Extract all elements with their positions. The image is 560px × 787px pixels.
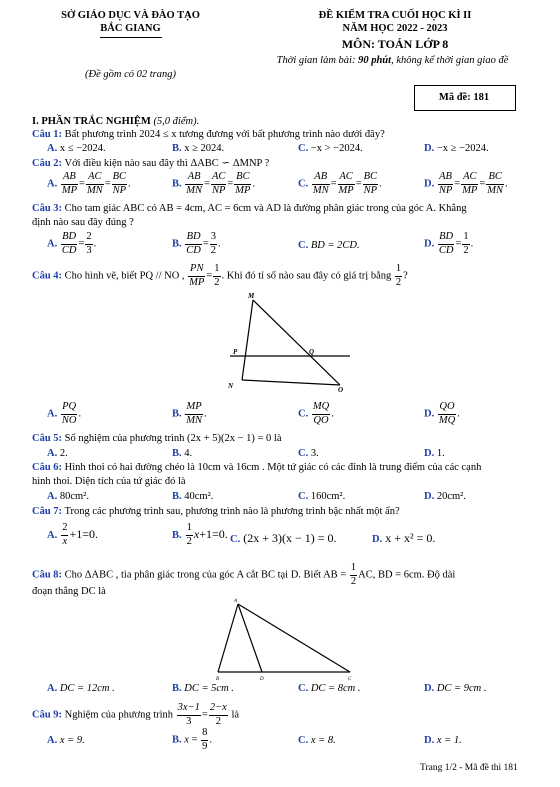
q9-option-b: B. x = $\frac{8}{9}$ .: [172, 727, 212, 752]
dept-line2: BẮC GIANG: [100, 23, 161, 34]
q1-option-c: C. −x > −2024.: [298, 143, 363, 154]
exam-title: ĐỀ KIỂM TRA CUỐI HỌC KÌ II: [318, 10, 472, 21]
segment-ad: [238, 604, 262, 672]
q2-option-b: B. $\frac{AB}{MN}$ = $\frac{AC}{NP}$ = $\frac{BC}{MP}$ .: [172, 171, 256, 196]
label-m: M: [248, 292, 255, 300]
q4-option-d: D. $\frac{QO}{MQ}$ .: [424, 401, 460, 426]
q7-option-c: C. (2x + 3)(x − 1) = 0.: [230, 531, 337, 545]
segment-ab: [218, 604, 238, 672]
question-6-line2: hình thoi. Diện tích của tứ giác đó là: [32, 476, 186, 487]
q6-option-d: D. 20cm².: [424, 491, 466, 502]
q7-option-d: D. x + x² = 0.: [372, 531, 436, 545]
dept-line1: SỞ GIÁO DỤC VÀ ĐÀO TẠO: [61, 10, 200, 21]
question-3-line2: định nào sau đây đúng ?: [32, 217, 134, 228]
header-divider: [100, 37, 162, 38]
q5-option-d: D. 1.: [424, 448, 445, 459]
q3-option-c: C. BD = 2CD.: [298, 240, 360, 251]
q4-option-a: A. $\frac{PQ}{NO}$ .: [47, 401, 82, 426]
q2-option-a: A. $\frac{AB}{MP}$ = $\frac{AC}{MN}$ = $\frac{BC}{NP}$ .: [47, 171, 131, 196]
q5-option-a: A. 2.: [47, 448, 68, 459]
q9-option-a: A. x = 9.: [47, 735, 85, 746]
q3-option-d: D. $\frac{BD}{CD}$ = $\frac{1}{2}$ .: [424, 231, 474, 256]
q1-option-b: B. x ≥ 2024.: [172, 143, 225, 154]
question-8-line2: đoạn thẳng DC là: [32, 586, 106, 597]
exam-code: Mã đề: 181: [438, 92, 490, 103]
q1-option-a: A. x ≤ −2024.: [47, 143, 106, 154]
q4-option-b: B. $\frac{MP}{MN}$ .: [172, 401, 207, 426]
q3-option-a: A. $\frac{BD}{CD}$ = $\frac{2}{3}$ .: [47, 231, 97, 256]
label-d: D: [260, 677, 264, 681]
question-8: Câu 8: Cho ΔABC , tia phân giác trong của góc A cắt BC tại D. Biết AB = $\frac{1}{2}$ AC, BD = 6cm. Độ dài: [32, 562, 456, 587]
q6-option-c: C. 160cm².: [298, 491, 346, 502]
label-o: O: [338, 386, 344, 394]
segment-ac: [238, 604, 350, 672]
question-2: Câu 2: Với điều kiện nào sau đây thì ΔABC ∽ ΔMNP ?: [32, 158, 270, 169]
label-p: P: [233, 348, 238, 356]
q1-option-d: D. −x ≥ −2024.: [424, 143, 489, 154]
label-n: N: [228, 382, 234, 390]
segment-no: [242, 380, 340, 385]
q8-option-d: D. DC = 9cm .: [424, 683, 487, 694]
label-q: Q: [309, 348, 315, 356]
question-1: Câu 1: Bất phương trình 2024 ≤ x tương đương với bất phương trình nào dưới đây?: [32, 129, 385, 140]
time-note: Thời gian làm bài: 90 phút, không kể thời gian giao đề: [276, 55, 509, 66]
question-7: Câu 7: Trong các phương trình sau, phương trình nào là phương trình bậc nhất một ẩn?: [32, 506, 400, 517]
label-b: B: [216, 677, 220, 681]
q9-option-c: C. x = 8.: [298, 735, 336, 746]
q7-option-a: A. $\frac{2}{x}$ +1=0.: [47, 522, 99, 547]
section-title: I. PHẦN TRẮC NGHIỆM (5,0 điểm).: [32, 116, 200, 127]
q6-option-b: B. 40cm².: [172, 491, 214, 502]
q8-option-b: B. DC = 5cm .: [172, 683, 234, 694]
question-6: Câu 6: Hình thoi có hai đường chéo là 10cm và 16cm . Một tứ giác có các đỉnh là trung điểm của các cạnh: [32, 462, 482, 473]
q2-option-d: D. $\frac{AB}{NP}$ = $\frac{AC}{MP}$ = $\frac{BC}{MN}$ .: [424, 171, 508, 196]
q8-option-a: A. DC = 12cm .: [47, 683, 115, 694]
question-9: Câu 9: Nghiệm của phương trình $\frac{3x-1}{3}$ = $\frac{2-x}{2}$ là: [32, 702, 240, 727]
q3-option-b: B. $\frac{BD}{CD}$ = $\frac{3}{2}$ .: [172, 231, 221, 256]
q6-option-a: A. 80cm².: [47, 491, 89, 502]
q4-figure: [220, 290, 360, 395]
pages-note: (Đề gồm có 02 trang): [85, 69, 176, 80]
question-3: Câu 3: Cho tam giác ABC có AB = 4cm, AC = 6cm và AD là đường phân giác trong của góc A. Khẳng: [32, 203, 467, 214]
school-year: NĂM HỌC 2022 - 2023: [342, 23, 448, 34]
q8-option-c: C. DC = 8cm .: [298, 683, 361, 694]
label-c: C: [348, 677, 352, 681]
question-5: Câu 5: Số nghiệm của phương trình (2x + 5)(2x − 1) = 0 là: [32, 433, 282, 444]
segment-mo: [253, 300, 340, 385]
q8-figure: [210, 596, 360, 681]
q9-option-d: D. x = 1.: [424, 735, 462, 746]
q5-option-b: B. 4.: [172, 448, 193, 459]
page-footer: Trang 1/2 - Mã đề thi 181: [420, 763, 518, 773]
question-4: Câu 4: Cho hình vẽ, biết PQ // NO , $\frac{PN}{MP}$ = $\frac{1}{2}$ . Khi đó tỉ số nào sau đây có giá trị bằng $\frac{1}{2}$ ?: [32, 263, 408, 288]
q4-option-c: C. $\frac{MQ}{QO}$ .: [298, 401, 334, 426]
q7-option-b: B. $\frac{1}{2}$ x+1=0.: [172, 522, 228, 547]
q2-option-c: C. $\frac{AB}{MN}$ = $\frac{AC}{MP}$ = $\frac{BC}{NP}$ .: [298, 171, 382, 196]
segment-mn: [242, 300, 253, 380]
label-a: A: [234, 599, 238, 604]
q5-option-c: C. 3.: [298, 448, 319, 459]
subject: MÔN: TOÁN LỚP 8: [341, 37, 449, 51]
